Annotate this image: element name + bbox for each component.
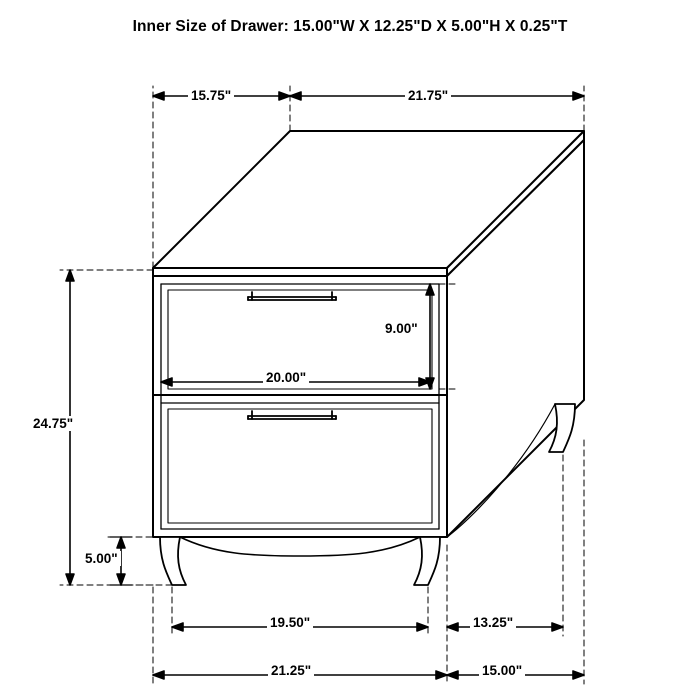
dimension-label-side-inner-depth: 13.25" xyxy=(470,615,516,630)
dimension-label-drawer-width: 20.00" xyxy=(263,370,309,385)
dimension-label-leg-height: 5.00" xyxy=(82,551,121,566)
dimension-label-side-overall-depth: 15.00" xyxy=(479,663,525,678)
dimension-label-drawer-height: 9.00" xyxy=(382,321,421,336)
dimension-label-overall-height: 24.75" xyxy=(30,416,76,431)
dimension-label-front-inner-width: 19.50" xyxy=(267,615,313,630)
dimension-label-top-right-width: 21.75" xyxy=(405,88,451,103)
dimension-label-top-left-depth: 15.75" xyxy=(188,88,234,103)
page-title: Inner Size of Drawer: 15.00"W X 12.25"D X 5.00"H X 0.25"T xyxy=(132,18,568,35)
dimension-label-front-overall-width: 21.25" xyxy=(268,663,314,678)
